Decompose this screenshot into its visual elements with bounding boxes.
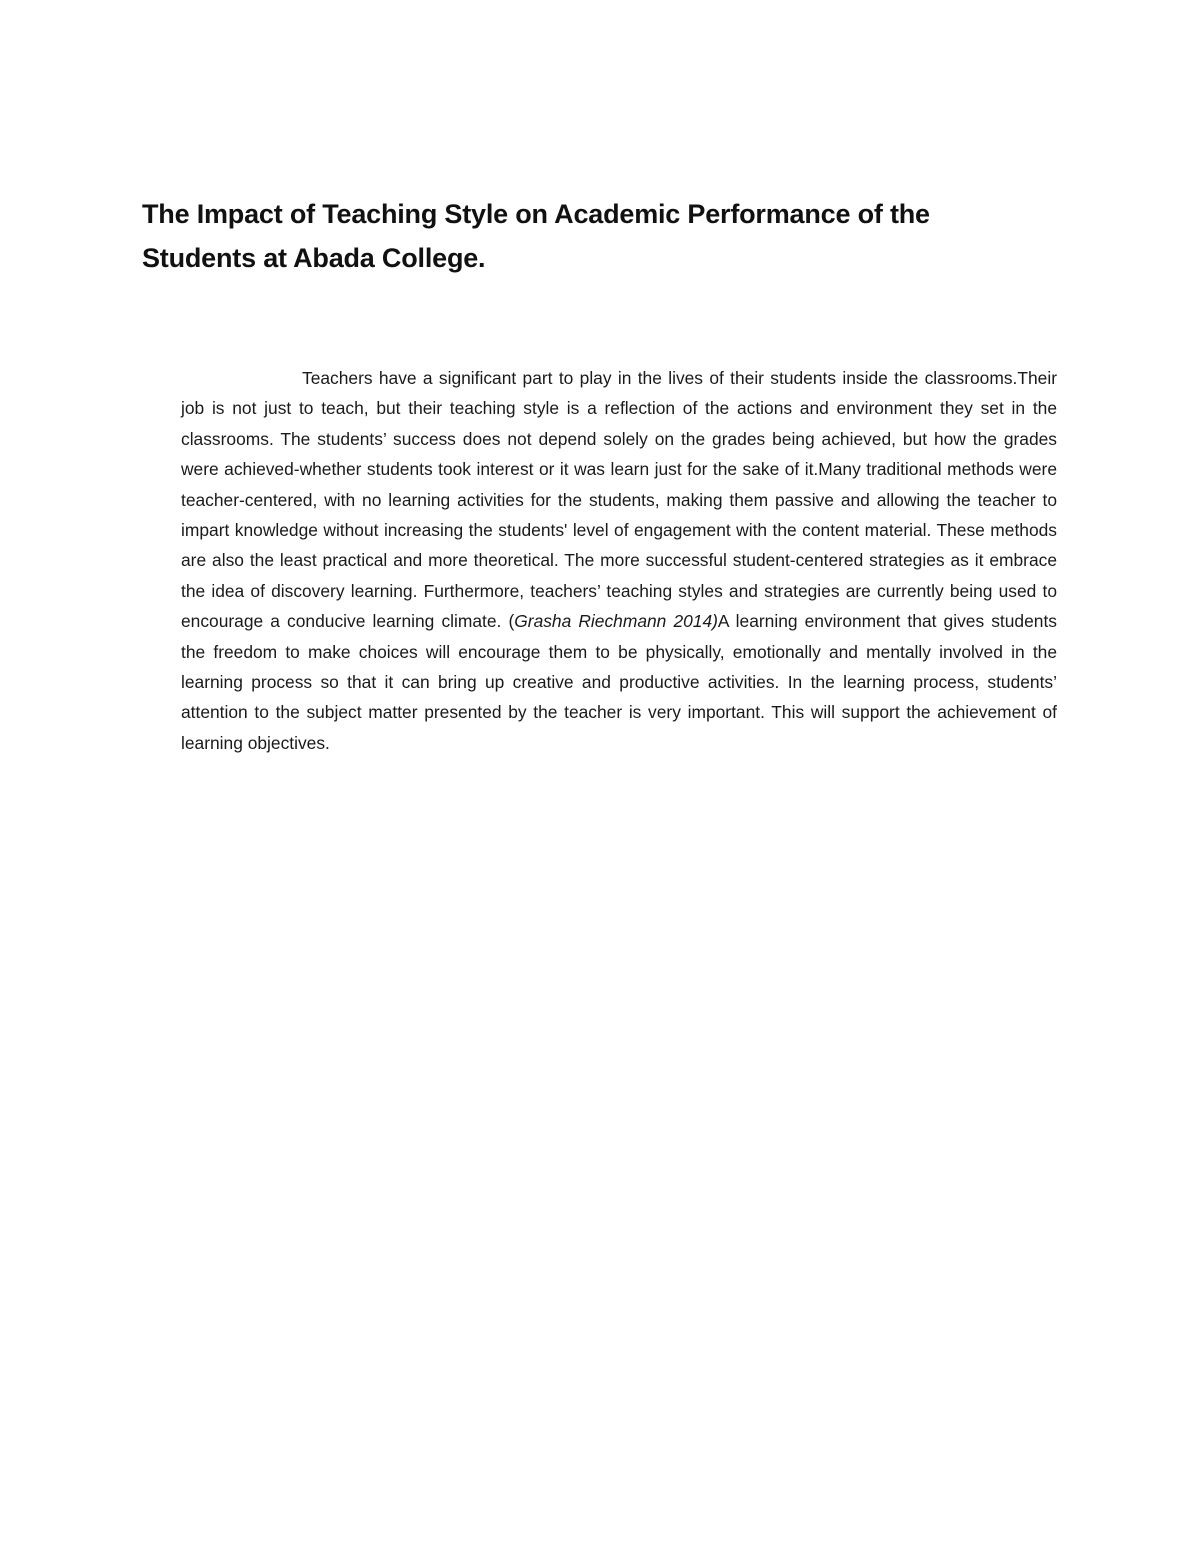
citation-text: Grasha Riechmann 2014) [514, 611, 718, 632]
paragraph-text-part-2: A learning environment that gives students the freedom to make choices will encourage them to be physically, emotionally and mentally involved in the learning process so that it can bring up creative and productive activities. In the learning process, students’ attention to the subject matter presented by the teacher is very important. This will support the achievement of learning objectives. [181, 611, 1057, 753]
title-line-2: Students at Abada College. [142, 243, 486, 273]
title-line-1: The Impact of Teaching Style on Academic Performance of the [142, 199, 930, 229]
body-paragraph [181, 363, 1057, 758]
paragraph-text-part-1: Teachers have a significant part to play in the lives of their students inside the classrooms.Their job is not just to teach, but their teaching style is a reflection of the actions and environment they set in the classrooms. The students’ success does not depend solely on the grades being achieved, but how the grades were achieved-whether students took interest or it was learn just for the sake of it.Many traditional methods were teacher-centered, with no learning activities for the students, making them passive and allowing the teacher to impart knowledge without increasing the students' level of engagement with the content material. These methods are also the least practical and more theoretical. The more successful student-centered strategies as it embrace the idea of discovery learning. Furthermore, teachers’ teaching styles and strategies are currently being used to encourage a conducive learning climate. ( [181, 368, 1057, 632]
document-title [142, 192, 1022, 280]
